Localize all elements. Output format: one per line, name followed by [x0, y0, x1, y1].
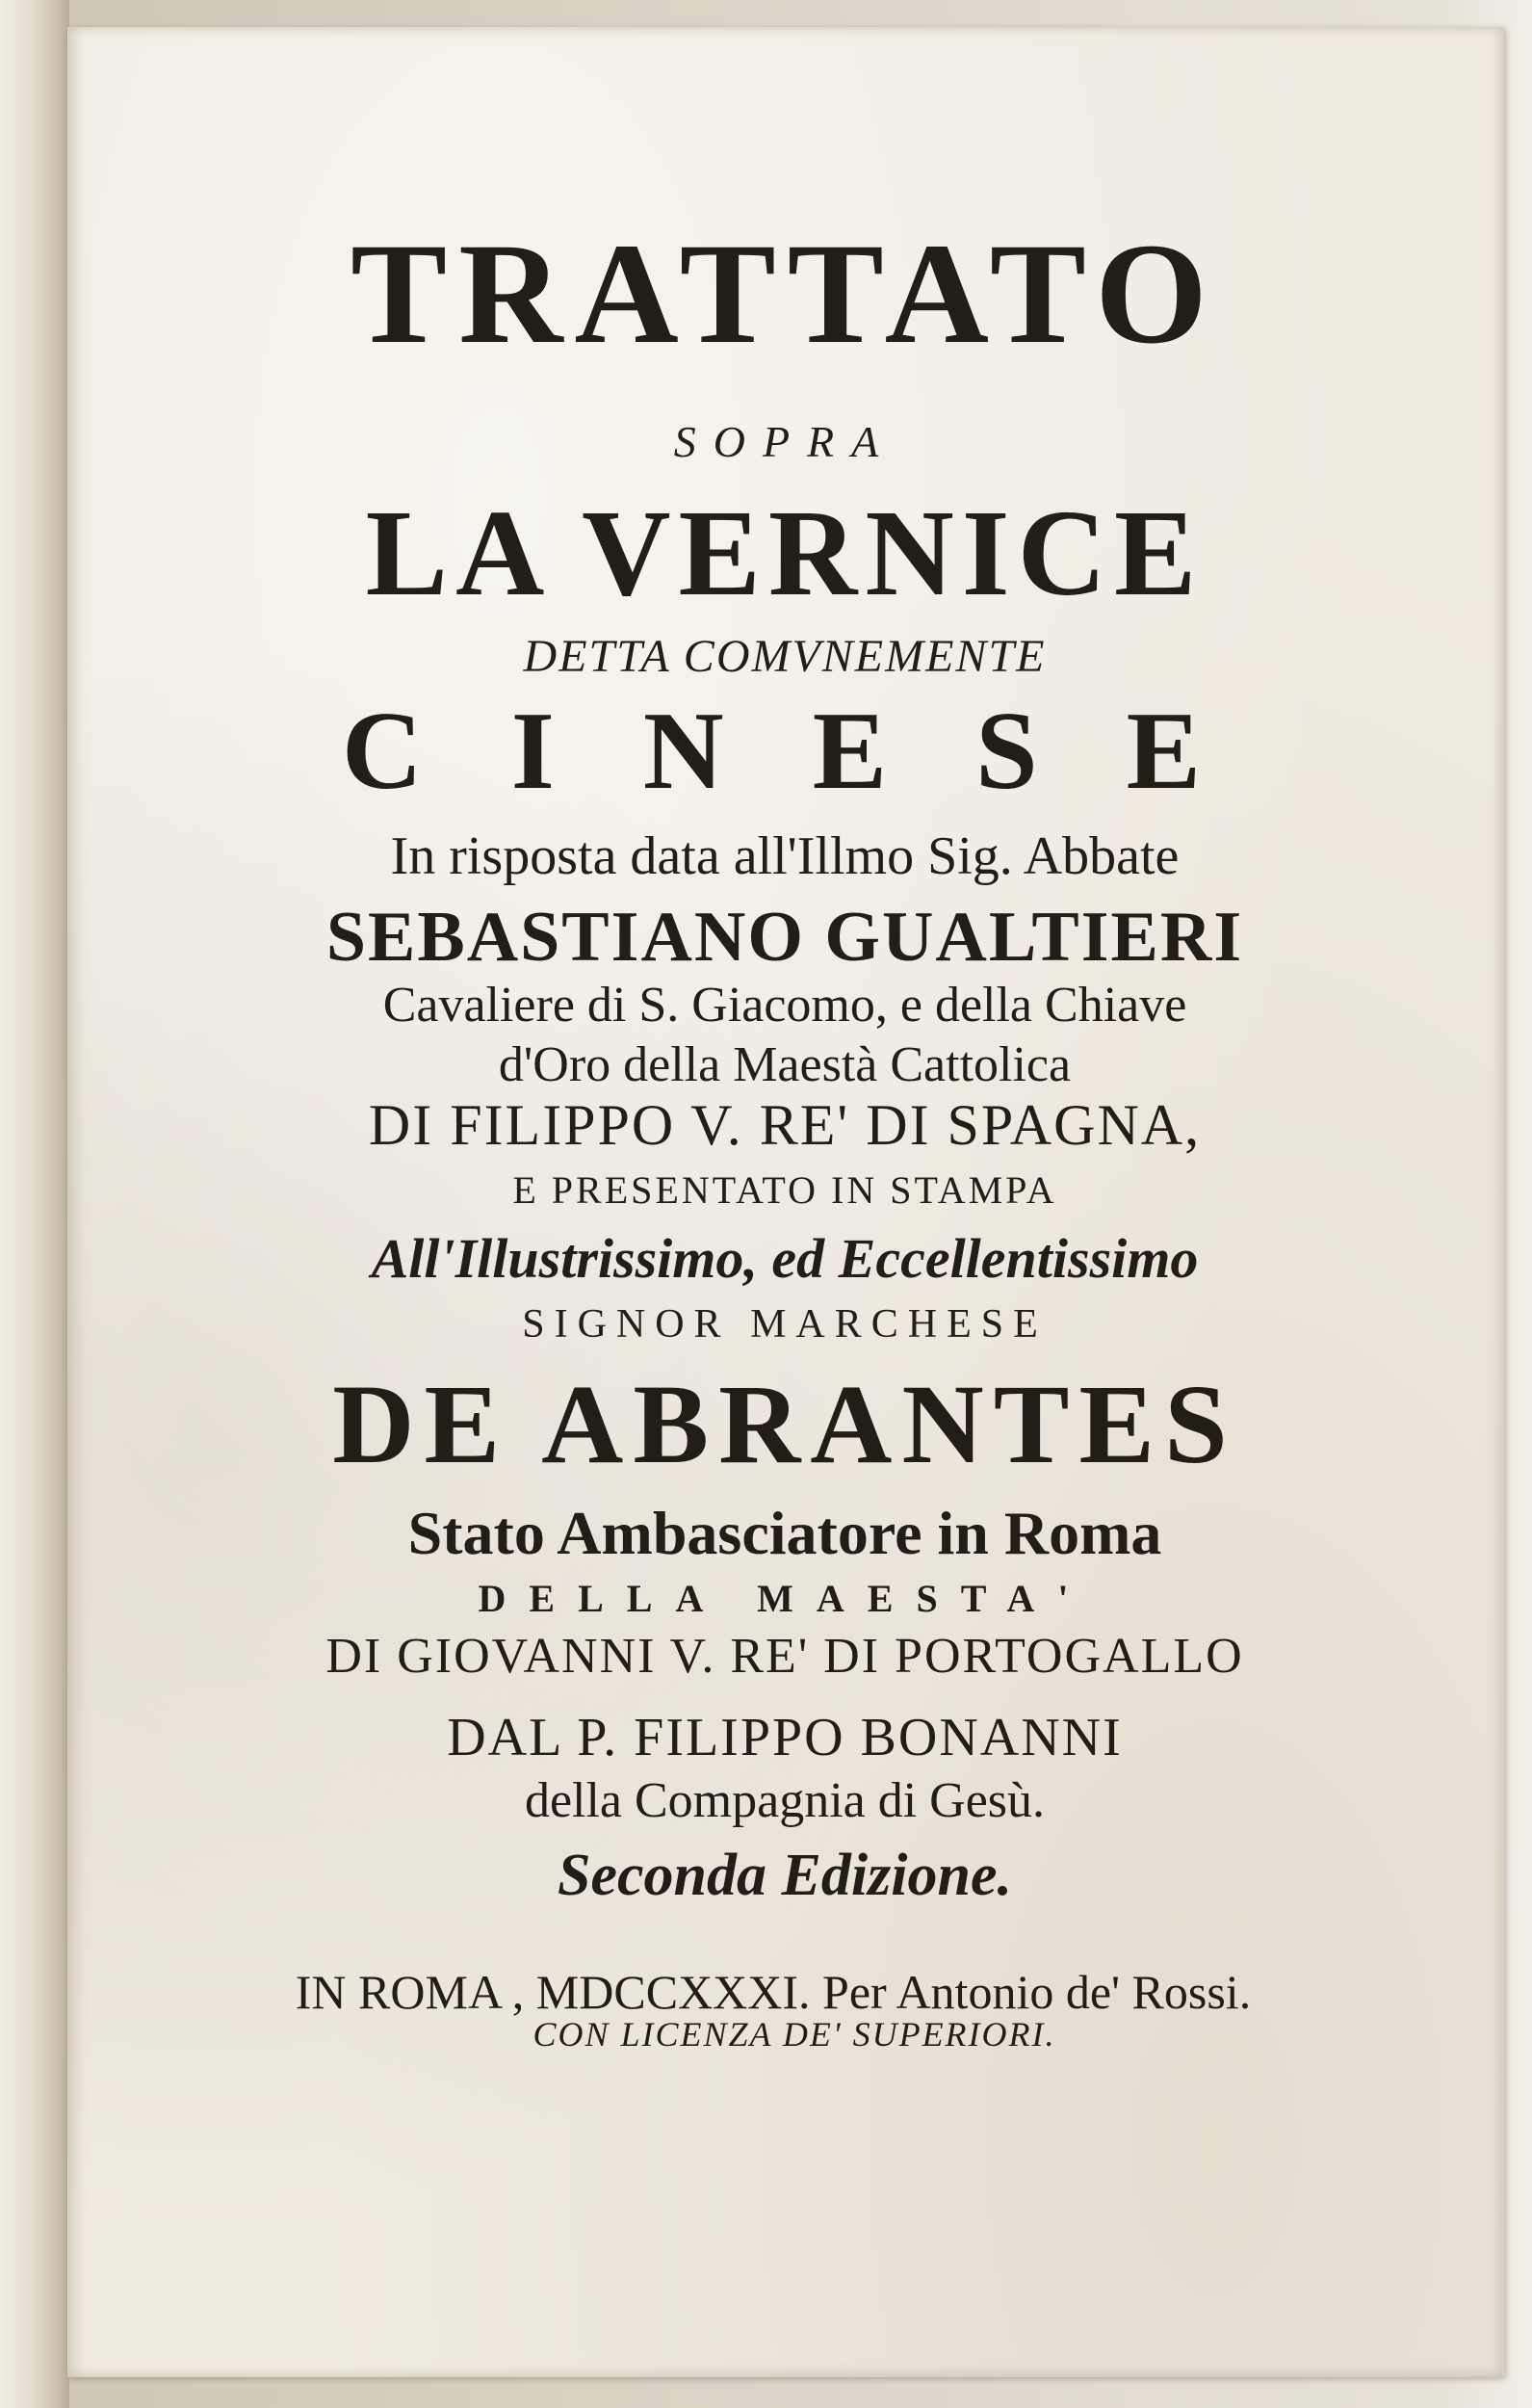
- author-line: DAL P. FILIPPO BONANNI: [447, 1708, 1123, 1767]
- maesta-line: DELLA MAESTA': [478, 1577, 1092, 1620]
- illustrissimo-line: All'Illustrissimo, ed Eccellentissimo: [371, 1227, 1199, 1290]
- filippo-re-line: DI FILIPPO V. RE' DI SPAGNA,: [368, 1093, 1202, 1157]
- edition-line: Seconda Edizione.: [558, 1843, 1012, 1908]
- imprint-license: CON LICENZA DE' SUPERIORI.: [532, 2015, 1056, 2054]
- cavaliere-line: Cavaliere di S. Giacomo, e della Chiave: [382, 978, 1187, 1033]
- dedicatee-name: DE ABRANTES: [332, 1361, 1237, 1487]
- sopra-line: SOPRA: [673, 417, 896, 466]
- giovanni-line: DI GIOVANNI V. RE' DI PORTOGALLO: [325, 1629, 1244, 1684]
- in-risposta-line: In risposta data all'Illmo Sig. Abbate: [390, 826, 1180, 886]
- book-title: TRATTATO: [351, 214, 1219, 374]
- imprint-place: IN ROMA , MDCCXXXI. Per Antonio de' Rossi.: [295, 1965, 1252, 2019]
- signor-line: SIGNOR MARCHESE: [522, 1302, 1048, 1347]
- stato-line: Stato Ambasciatore in Roma: [407, 1499, 1162, 1567]
- title-page: [67, 27, 1504, 2377]
- detta-line: DETTA COMVNEMENTE: [523, 631, 1047, 682]
- addressee-name: SEBASTIANO GUALTIERI: [325, 898, 1244, 977]
- cinese-line: CINESE: [342, 690, 1289, 813]
- presentato-line: E PRESENTATO IN STAMPA: [512, 1168, 1057, 1212]
- binding-edge: [0, 0, 69, 2408]
- compagnia-line: della Compagnia di Gesù.: [524, 1773, 1046, 1828]
- subject-line: LA VERNICE: [365, 484, 1205, 621]
- doro-line: d'Oro della Maestà Cattolica: [498, 1037, 1072, 1092]
